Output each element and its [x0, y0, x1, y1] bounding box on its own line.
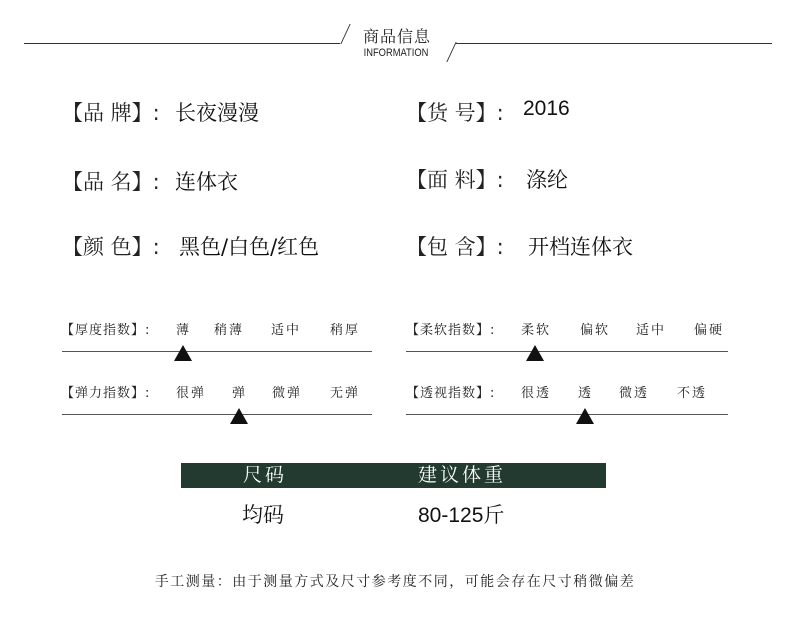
size-header-weight: 建议体重: [418, 464, 507, 486]
scale-option-sheerness: 很透: [521, 386, 552, 401]
info-label-brand: 【品 牌】:: [62, 101, 160, 125]
scale-marker-softness: [526, 345, 544, 361]
scale-marker-elasticity: [230, 408, 248, 424]
info-label-fabric: 【面 料】:: [406, 168, 504, 192]
scale-label-softness: 【柔软指数】:: [406, 323, 496, 338]
scale-option-sheerness: 不透: [677, 386, 708, 401]
scale-option-sheerness: 透: [578, 386, 594, 401]
info-label-item-no: 【货 号】:: [406, 101, 504, 125]
header-slash-left: [340, 24, 350, 44]
scale-option-softness: 柔软: [521, 323, 552, 338]
info-value-color: 黑色/白色/红色: [179, 235, 320, 259]
info-label-color: 【颜 色】:: [62, 235, 160, 259]
scale-option-thickness: 稍薄: [214, 323, 245, 338]
info-value-includes: 开档连体衣: [528, 235, 633, 259]
info-value-fabric: 涤纶: [526, 168, 568, 192]
size-value-size: 均码: [242, 503, 284, 527]
scale-line-softness: [406, 351, 728, 352]
scale-line-sheerness: [406, 414, 728, 415]
measurement-note: 手工测量：由于测量方式及尺寸参考度不同，可能会存在尺寸稍微偏差: [154, 574, 636, 590]
scale-option-elasticity: 无弹: [330, 386, 361, 401]
size-value-weight: 80-125斤: [418, 504, 505, 527]
scale-option-softness: 偏软: [580, 323, 611, 338]
scale-marker-sheerness: [576, 408, 594, 424]
scale-label-thickness: 【厚度指数】:: [61, 323, 151, 338]
scale-option-thickness: 薄: [176, 323, 192, 338]
scale-label-elasticity: 【弹力指数】:: [61, 386, 151, 401]
scale-line-elasticity: [62, 414, 372, 415]
size-header-size: 尺码: [243, 464, 288, 486]
scale-marker-thickness: [174, 345, 192, 361]
info-value-name: 连体衣: [175, 170, 238, 194]
scale-label-sheerness: 【透视指数】:: [406, 386, 496, 401]
info-value-brand: 长夜漫漫: [175, 101, 259, 125]
scale-option-thickness: 适中: [271, 323, 302, 338]
scale-option-elasticity: 弹: [232, 386, 248, 401]
scale-option-softness: 偏硬: [694, 323, 725, 338]
info-label-includes: 【包 含】:: [406, 235, 504, 259]
header-rule-right: [456, 43, 772, 44]
header-slash-right: [446, 42, 456, 62]
scale-option-softness: 适中: [636, 323, 667, 338]
scale-option-elasticity: 很弹: [176, 386, 207, 401]
header-rule-left: [24, 43, 340, 44]
section-subtitle: INFORMATION: [363, 47, 429, 59]
info-label-name: 【品 名】:: [62, 170, 160, 194]
scale-option-elasticity: 微弹: [272, 386, 303, 401]
info-value-item-no: 2016: [523, 97, 570, 120]
scale-option-thickness: 稍厚: [330, 323, 361, 338]
scale-option-sheerness: 微透: [619, 386, 650, 401]
section-title: 商品信息: [362, 27, 431, 46]
scale-line-thickness: [62, 351, 372, 352]
